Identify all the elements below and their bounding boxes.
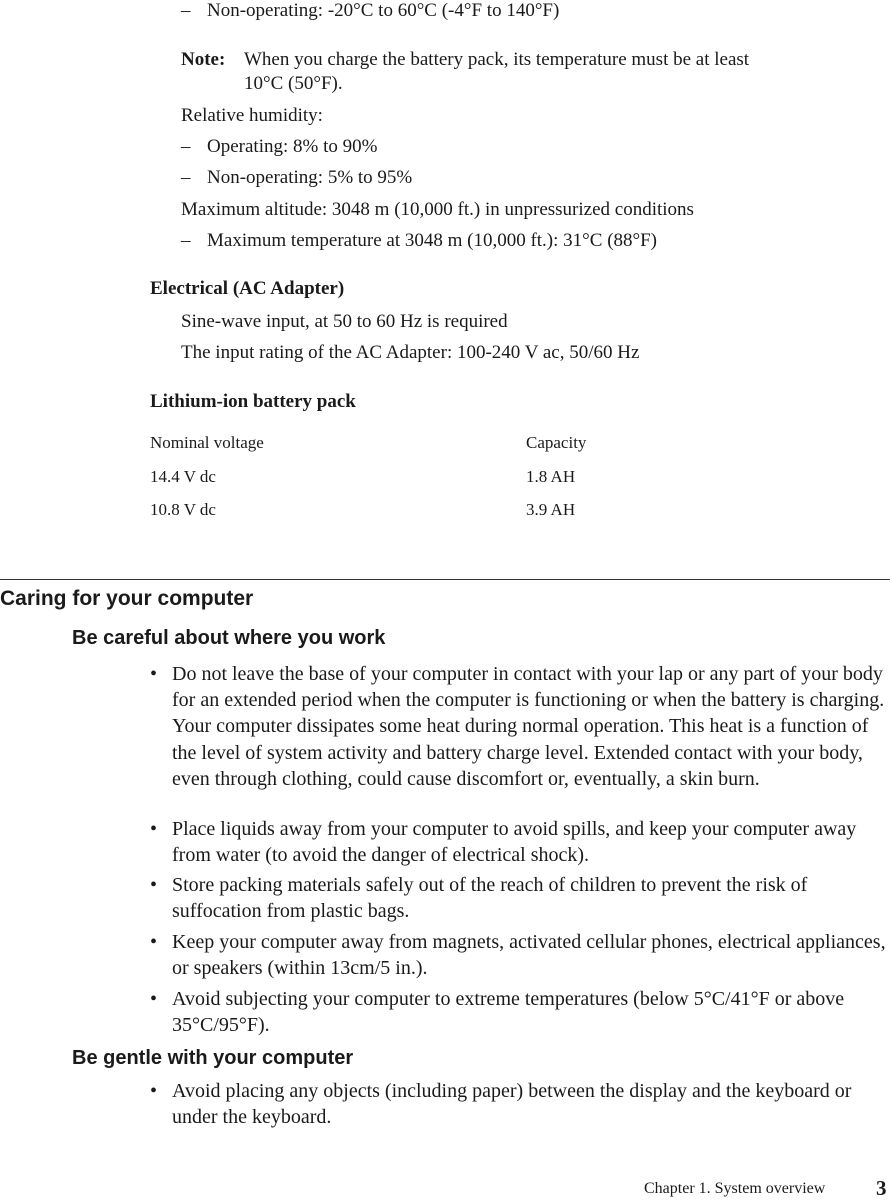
dash-marker: – [181,167,191,188]
list-item [150,1078,875,1132]
gentle-with-computer-title: Be gentle with your computer [72,1047,354,1069]
list-item [150,872,875,926]
careful-where-work-title: Be careful about where you work [72,627,386,649]
bullet-marker: • [150,931,158,953]
bullet-marker: • [150,1080,158,1102]
list-item [150,986,875,1040]
battery-heading: Lithium-ion battery pack [150,391,356,412]
list-item-text: Avoid placing any objects (including paper) between the display and the keyboard or under the keyboard. [172,1080,852,1129]
battery-row-capacity: 1.8 AH [526,467,576,486]
humidity-label: Relative humidity: [181,105,323,126]
list-item-text: Store packing materials safely out of the reach of children to prevent the risk of suffocation from plastic bags. [172,874,808,923]
list-item [150,929,886,983]
note-text-line2: 10°C (50°F). [244,73,343,94]
battery-col-header-voltage: Nominal voltage [150,433,264,452]
battery-row-voltage: 14.4 V dc [150,467,216,486]
humidity-operating-text: Operating: 8% to 90% [207,136,378,157]
section-divider [0,579,890,580]
list-item-text: Avoid subjecting your computer to extreme temperatures (below 5°C/41°F or above 35°C/95°F). [172,988,845,1037]
dash-marker: – [181,0,191,21]
electrical-line2: The input rating of the AC Adapter: 100-240 V ac, 50/60 Hz [181,342,640,363]
bullet-marker: • [150,663,158,685]
max-altitude-text: Maximum altitude: 3048 m (10,000 ft.) in unpressurized conditions [181,199,694,220]
list-item [150,816,875,870]
note-text-line1: When you charge the battery pack, its temperature must be at least [244,49,750,70]
list-item-text: Keep your computer away from magnets, activated cellular phones, electrical appliances, or speakers (within 13cm/5 in.). [172,931,886,980]
battery-col-header-capacity: Capacity [526,433,587,452]
battery-row-capacity: 3.9 AH [526,500,576,519]
bullet-marker: • [150,818,158,840]
bullet-marker: • [150,874,158,896]
list-item-text: Place liquids away from your computer to avoid spills, and keep your computer away from water (to avoid the danger of electrical shock). [172,818,857,867]
list-item [150,661,885,821]
humidity-non-operating-text: Non-operating: 5% to 95% [207,167,413,188]
list-item-text: Do not leave the base of your computer in contact with your lap or any part of your body for an extended period when the computer is functioning or when the battery is charging. Your computer dissipates some heat during normal operation. This heat is a function of the level of system activity and battery charge level. Extended contact with your body, even through clothing, could cause discomfort or, eventually, a skin burn. [172,663,885,790]
bullet-marker: • [150,988,158,1010]
non-operating-temp-text: Non-operating: -20°C to 60°C (-4°F to 140°F) [207,0,560,21]
electrical-line1: Sine-wave input, at 50 to 60 Hz is required [181,311,508,332]
max-temp-altitude-text: Maximum temperature at 3048 m (10,000 ft.): 31°C (88°F) [207,230,658,251]
dash-marker: – [181,230,191,251]
footer-chapter: Chapter 1. System overview [644,1180,826,1197]
dash-marker: – [181,136,191,157]
note-label: Note: [181,49,226,70]
caring-title: Caring for your computer [0,587,254,610]
page-number: 3 [876,1176,887,1200]
electrical-heading: Electrical (AC Adapter) [150,278,345,299]
battery-row-voltage: 10.8 V dc [150,500,216,519]
